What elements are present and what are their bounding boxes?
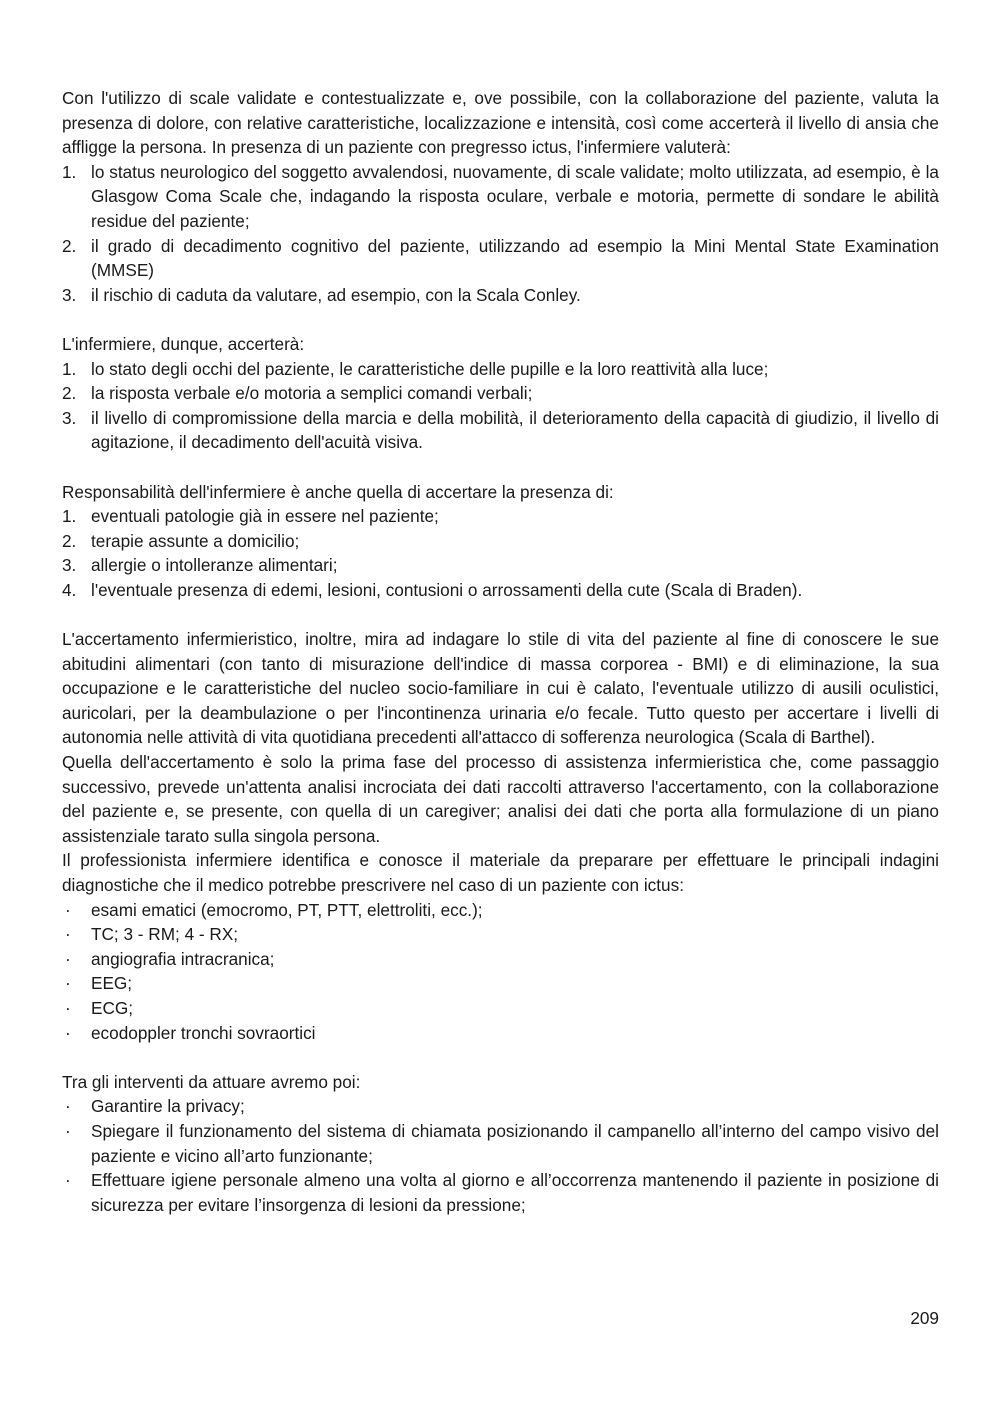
list-item-text: terapie assunte a domicilio;: [91, 530, 300, 551]
list-item: [62, 898, 939, 923]
list-marker: 3.: [62, 284, 77, 305]
list-item-text: Garantire la privacy;: [91, 1096, 245, 1117]
bullet-marker: ·: [65, 1120, 71, 1141]
list-item-text: ecodoppler tronchi sovraortici: [91, 1022, 316, 1043]
list-marker: 2.: [62, 530, 77, 551]
list-marker: 3.: [62, 407, 77, 428]
paragraph-responsabilita: Responsabilità dell'infermiere è anche quella di accertare la presenza di:: [62, 481, 614, 502]
list-item-text: ECG;: [91, 997, 134, 1018]
bullet-marker: ·: [65, 899, 71, 920]
list-item-text: la risposta verbale e/o motoria a semplici comandi verbali;: [91, 383, 533, 404]
bullet-marker: ·: [65, 973, 71, 994]
bullet-marker: ·: [65, 1096, 71, 1117]
list-item: [62, 283, 939, 308]
paragraph-accertera: L'infermiere, dunque, accerterà:: [62, 333, 305, 354]
list-item-text: lo status neurologico del soggetto avvalendosi, nuovamente, di scale validate; molto utilizzata, ad esempio, è la Glasgow Coma Scale che, indagando la risposta oculare, verbale e motoria, permette di sondare le abilità residue del paziente;: [91, 161, 939, 231]
list-item-text: eventuali patologie già in essere nel paziente;: [91, 506, 439, 527]
list-item-text: esami ematici (emocromo, PT, PTT, elettroliti, ecc.);: [91, 899, 483, 920]
list-item: [62, 1119, 939, 1168]
list-indagini: [62, 898, 939, 1046]
list-valutera: [62, 160, 939, 308]
list-item: [62, 947, 939, 972]
list-item-text: lo stato degli occhi del paziente, le caratteristiche delle pupille e la loro reattività alla luce;: [91, 358, 769, 379]
list-marker: 1.: [62, 161, 77, 182]
list-item: [62, 160, 939, 234]
list-item: [62, 1094, 939, 1119]
page-number: 209: [910, 1308, 939, 1328]
list-item: [62, 1021, 939, 1046]
list-accertera: [62, 357, 939, 455]
list-marker: 3.: [62, 555, 77, 576]
list-item-text: il livello di compromissione della marcia e della mobilità, il deterioramento della capacità di giudizio, il livello di agitazione, il decadimento dell'acuità visiva.: [91, 407, 939, 453]
list-item-text: TC; 3 - RM; 4 - RX;: [91, 924, 239, 945]
list-marker: 4.: [62, 579, 77, 600]
list-item-text: il grado di decadimento cognitivo del paziente, utilizzando ad esempio la Mini Mental State Examination (MMSE): [91, 235, 939, 281]
list-item: [62, 971, 939, 996]
paragraph-professionista: Il professionista infermiere identifica e conosce il materiale da preparare per effettuare le principali indagini diagnostiche che il medico potrebbe prescrivere nel caso di un paziente con ictus:: [62, 850, 939, 895]
list-item-text: Effettuare igiene personale almeno una volta al giorno e all’occorrenza mantenendo il paziente in posizione di sicurezza per evitare l’insorgenza di lesioni da pressione;: [91, 1170, 939, 1215]
bullet-marker: ·: [65, 1022, 71, 1043]
paragraph-stile-vita: L'accertamento infermieristico, inoltre, mira ad indagare lo stile di vita del paziente al fine di conoscere le sue abitudini alimentari (con tanto di misurazione dell'indice di massa corporea - BMI) e di eliminazione, la sua occupazione e le caratteristiche del nucleo socio-familiare in cui è calato, l'eventuale utilizzo di ausili oculistici, auricolari, per la deambulazione o per l'incontinenza urinaria e/o fecale. Tutto questo per accertare i livelli di autonomia nelle attività di vita quotidiana precedenti all'attacco di sofferenza neurologica (Scala di Barthel).: [62, 629, 939, 748]
list-item-text: allergie o intolleranze alimentari;: [91, 555, 338, 576]
list-item: [62, 578, 939, 603]
list-item: [62, 357, 939, 382]
page-body: [62, 86, 939, 1217]
paragraph-intro: Con l'utilizzo di scale validate e contestualizzate e, ove possibile, con la collaborazione del paziente, valuta la presenza di dolore, con relative caratteristiche, localizzazione e intensità, così come accerterà il livello di ansia che affligge la persona. In presenza di un paziente con pregresso ictus, l'infermiere valuterà:: [62, 88, 939, 158]
bullet-marker: ·: [65, 997, 71, 1018]
list-item: [62, 234, 939, 283]
list-marker: 2.: [62, 383, 77, 404]
list-item: [62, 922, 939, 947]
list-item-text: l'eventuale presenza di edemi, lesioni, contusioni o arrossamenti della cute (Scala di Braden).: [91, 579, 803, 600]
bullet-marker: ·: [65, 948, 71, 969]
bullet-marker: ·: [65, 924, 71, 945]
list-item: [62, 381, 939, 406]
list-responsabilita: [62, 504, 939, 602]
list-marker: 1.: [62, 506, 77, 527]
bullet-marker: ·: [65, 1170, 71, 1191]
list-interventi: [62, 1094, 939, 1217]
list-item-text: il rischio di caduta da valutare, ad esempio, con la Scala Conley.: [91, 284, 581, 305]
paragraph-interventi: Tra gli interventi da attuare avremo poi:: [62, 1071, 361, 1092]
list-item: [62, 553, 939, 578]
list-item: [62, 406, 939, 455]
list-item-text: angiografia intracranica;: [91, 948, 275, 969]
list-marker: 2.: [62, 235, 77, 256]
list-item-text: Spiegare il funzionamento del sistema di chiamata posizionando il campanello all’interno del campo visivo del paziente e vicino all’arto funzionante;: [91, 1120, 939, 1166]
list-item: [62, 1168, 939, 1217]
list-item-text: EEG;: [91, 973, 133, 994]
list-item: [62, 996, 939, 1021]
list-marker: 1.: [62, 358, 77, 379]
paragraph-fase: Quella dell'accertamento è solo la prima fase del processo di assistenza infermieristica che, come passaggio successivo, prevede un'attenta analisi incrociata dei dati raccolti attraverso l'accertamento, con la collaborazione del paziente e, se presente, con quella di un caregiver; analisi dei dati che porta alla formulazione di un piano assistenziale tarato sulla singola persona.: [62, 752, 939, 846]
list-item: [62, 504, 939, 529]
list-item: [62, 529, 939, 554]
